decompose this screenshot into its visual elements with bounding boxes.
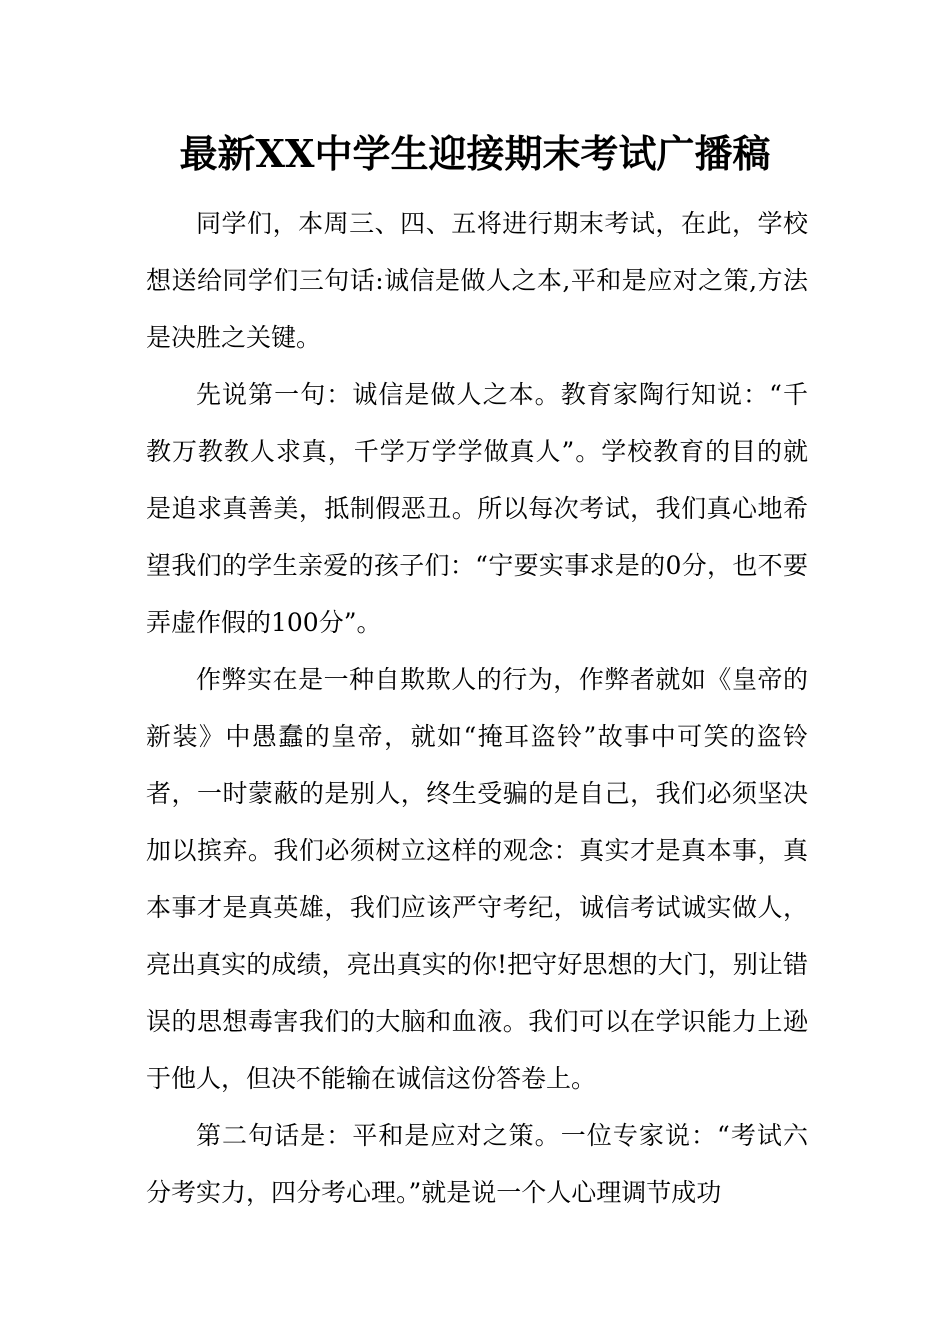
paragraph-honesty: 先说第一句：诚信是做人之本。教育家陶行知说：“千教万教教人求真，千学万学学做真人”。学校教育的目的就是追求真善美，抵制假恶丑。所以每次考试，我们真心地希望我们的学生亲爱的孩子们：“宁要实事求是的0分，也不要弄虚作假的100分”。 — [146, 380, 808, 637]
paragraph-cheating: 作弊实在是一种自欺欺人的行为，作弊者就如《皇帝的新装》中愚蠢的皇帝，就如“掩耳盗铃”故事中可笑的盗铃者，一时蒙蔽的是别人，终生受骗的是自己，我们必须坚决加以摈弃。我们必须树立这样的观念：真实才是真本事，真本事才是真英雄，我们应该严守考纪，诚信考试诚实做人，亮出真实的成绩，亮出真实的你!把守好思想的大门，别让错误的思想毒害我们的大脑和血液。我们可以在学识能力上逊于他人，但决不能输在诚信这份答卷上。 — [146, 665, 808, 1093]
document-title: 最新XX中学生迎接期末考试广播稿 — [179, 131, 771, 176]
document-body — [146, 195, 808, 1221]
paragraph-intro: 同学们，本周三、四、五将进行期末考试，在此，学校想送给同学们三句话:诚信是做人之本,平和是应对之策,方法是决胜之关键。 — [146, 209, 808, 352]
paragraph-calm: 第二句话是：平和是应对之策。一位专家说：“考试六分考实力，四分考心理。”就是说一个人心理调节成功 — [146, 1121, 808, 1207]
